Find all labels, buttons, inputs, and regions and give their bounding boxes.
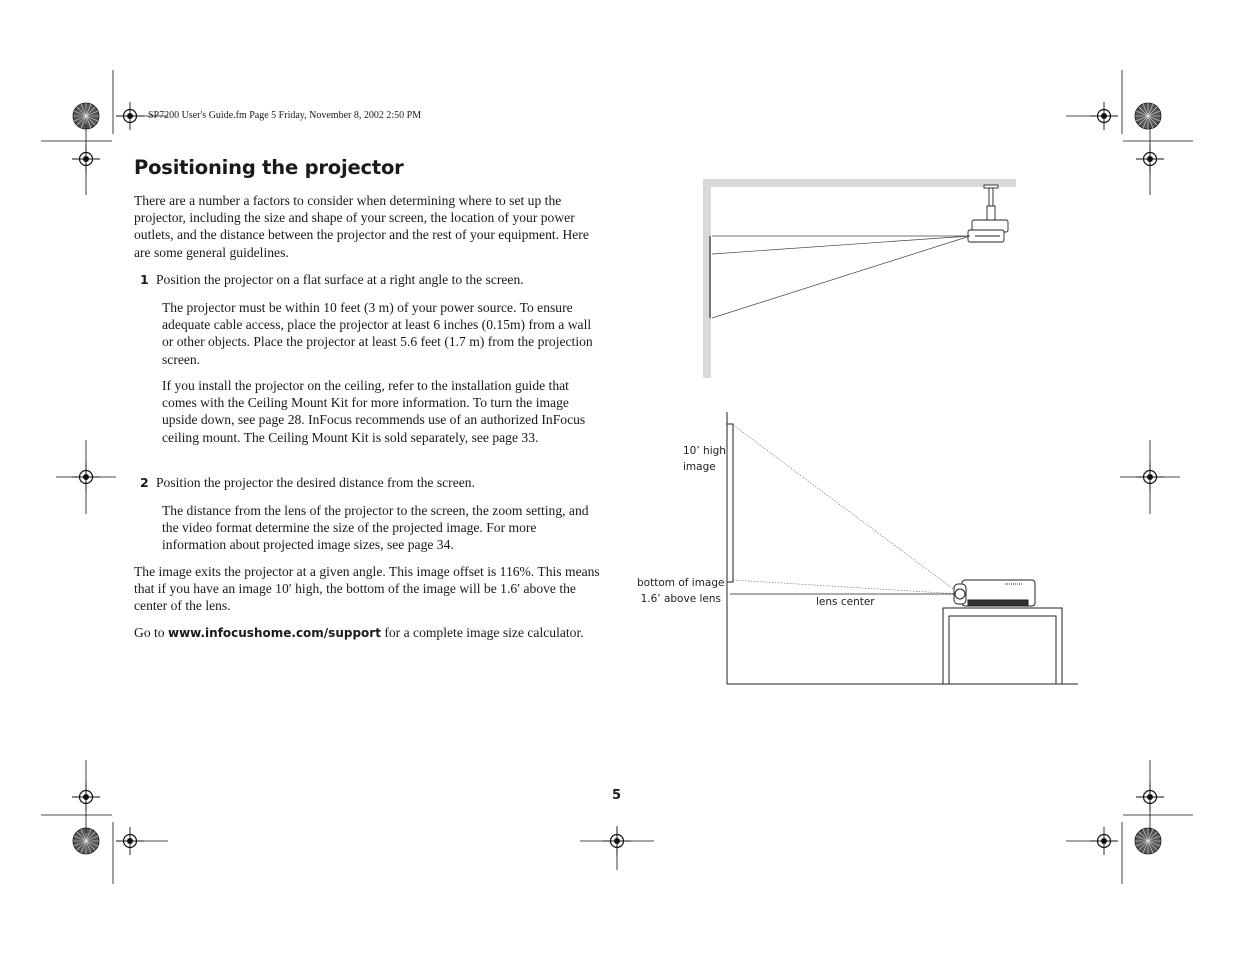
table-inner: [949, 616, 1056, 684]
goto-prefix: Go to: [134, 625, 168, 640]
offset-paragraph: The image exits the projector at a given angle. This image offset is 116%. This means that if you have an image 10′ high, the bottom of the image will be 1.6′ above the center of the lens.: [134, 564, 600, 614]
step-text: Position the projector on a flat surface at a right angle to the screen.: [156, 272, 524, 287]
intro-paragraph: There are a number a factors to consider when determining where to set up the projector, including the size and shape of your screen, the location of your power outlets, and the distance between the projector and the rest of your equipment. Here are some general guidelines.: [134, 193, 589, 260]
step-number: 2: [140, 475, 149, 490]
file-header: SP7200 User's Guide.fm Page 5 Friday, November 8, 2002 2:50 PM: [148, 110, 422, 121]
step-number: 1: [140, 272, 149, 287]
goto-suffix: for a complete image size calculator.: [380, 625, 584, 640]
page-number: 5: [612, 788, 622, 803]
projection-lines: [733, 425, 960, 594]
page-title: Positioning the projector: [134, 156, 404, 179]
table-projector-icon: [954, 580, 1035, 606]
step-1-detail-1: The projector must be within 10 feet (3 m) of your power source. To ensure adequate cable access, place the projector at least 6 inches (0.15m) from a wall or other objects. Place the projector at least 5.6 feet (1.7 m) from the projection screen.: [162, 300, 593, 367]
step-2-detail-1: The distance from the lens of the projector to the screen, the zoom setting, and the video format determine the size of the projected image. For more information about projected image sizes, see page 34.: [162, 503, 589, 553]
label-lens-center: lens center: [816, 596, 875, 608]
support-link[interactable]: www.infocushome.com/support: [167, 626, 381, 640]
table: [943, 608, 1062, 684]
step-text: Position the projector the desired distance from the screen.: [156, 475, 475, 490]
label-image-height: 10’ high image: [683, 445, 726, 473]
label-bottom-of-image: bottom of image 1.6’ above lens: [637, 577, 725, 605]
image-screen: [727, 424, 733, 582]
step-1-detail-2: If you install the projector on the ceiling, refer to the installation guide that comes with the Ceiling Mount Kit for more information. To turn the image upside down, see page 28. InFocus recommends use of an authorized InFocus ceiling mount. The Ceiling Mount Kit is sold separately, see page 33.: [162, 378, 586, 445]
